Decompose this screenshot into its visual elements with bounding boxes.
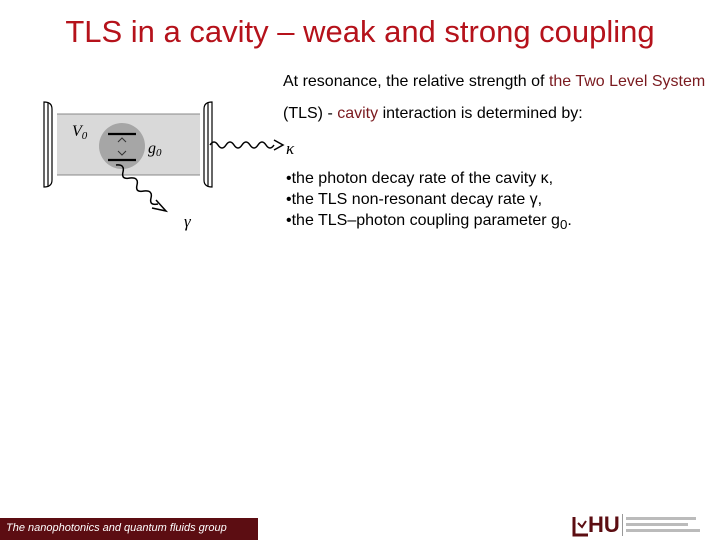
gamma-label: γ — [184, 212, 191, 231]
footer-banner — [0, 518, 258, 540]
bullet-g0-end: . — [567, 212, 572, 229]
hu-logo-small-text — [626, 515, 716, 538]
g0-label: g0 — [148, 140, 162, 159]
v0-label: V0 — [72, 123, 88, 142]
hu-logo-fine-print — [626, 515, 706, 535]
gamma-arrowhead — [152, 200, 166, 211]
bullet-kappa: •the photon decay rate of the cavity κ, — [286, 170, 554, 187]
intro-part3: interaction is determined by: — [378, 105, 583, 122]
hu-logo-text: HU — [588, 512, 620, 537]
kappa-wavy-photon — [210, 142, 274, 148]
slide-title: TLS in a cavity – weak and strong coupling — [65, 14, 655, 49]
bullet-g0-text: •the TLS–photon coupling parameter g — [286, 212, 560, 229]
bullet-gamma: •the TLS non-resonant decay rate γ, — [286, 191, 543, 208]
tls-atom — [99, 123, 145, 169]
intro-highlight-tls: the Two Level System — [548, 73, 706, 90]
hu-logo-separator — [622, 514, 623, 536]
kappa-label: κ — [286, 139, 295, 158]
intro-highlight-cavity: cavity — [337, 105, 379, 122]
hu-logo — [572, 512, 712, 538]
intro-part2: (TLS) - — [283, 105, 338, 122]
footer-group-name: The nanophotonics and quantum fluids group — [6, 522, 227, 534]
kappa-arrowhead — [274, 140, 283, 150]
intro-part1: At resonance, the relative strength of — [283, 73, 549, 90]
bullet-g0-sub: 0 — [559, 217, 568, 233]
